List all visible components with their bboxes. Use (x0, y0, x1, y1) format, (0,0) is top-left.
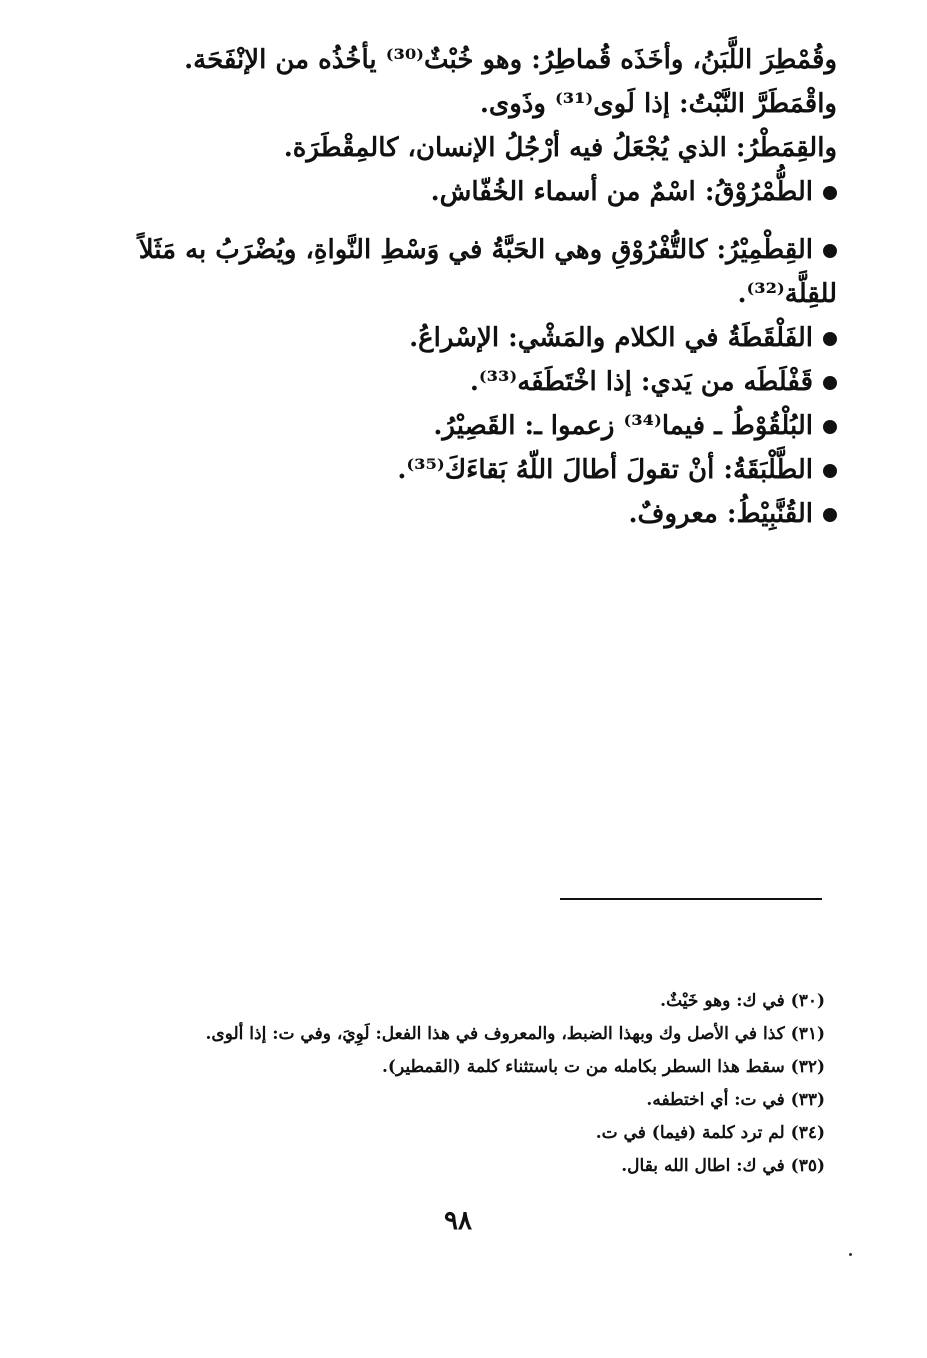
entry-text: الطُّمْرُوْقُ: اسْمٌ من أسماء الخُفّاش. (430, 177, 813, 207)
bullet-icon (823, 376, 837, 390)
entry-line (77, 360, 837, 404)
entry-text: القِطْمِيْرُ: كالتُّفْرُوْقِ وهي الحَبَّةُ في وَسْطِ النَّواةِ، ويُضْرَبُ به مَثَلاً للقِلَّة⁽³²⁾. (138, 235, 837, 309)
entry-line (77, 228, 837, 316)
text-line: واقْمَطَرَّ النَّبْتُ: إذا لَوى⁽³¹⁾ وذَوى. (479, 89, 837, 119)
footnote: (٣٥) في ك: اطال الله بقال. (621, 1156, 825, 1176)
bullet-icon (823, 464, 837, 478)
entry-line (77, 492, 837, 536)
entry-line (77, 404, 837, 448)
entry-text: قَفْلَطَه من يَدي: إذا اخْتَطَفَه⁽³³⁾. (469, 367, 813, 397)
entry-line (77, 170, 837, 214)
text-line: والقِمَطْرُ: الذي يُجْعَلُ فيه أرْجُلُ الإنسان، كالمِقْطَرَة. (283, 133, 837, 163)
footnotes (125, 985, 825, 1183)
bullet-icon (823, 508, 837, 522)
page-number: ٩٨ (444, 1206, 472, 1236)
text-line: وقُمْطِرَ اللَّبَنُ، وأخَذَه قُماطِرُ: وهو خُبْثٌ⁽³⁰⁾ يأخُذُه من الإنْفَحَة. (184, 45, 837, 75)
bullet-icon (823, 332, 837, 346)
entry-text: الفَلْقَطَةُ في الكلام والمَشْي: الإسْراعُ. (409, 323, 813, 353)
bullet-icon (823, 186, 837, 200)
footnote: (٣٤) لم ترد كلمة (فيما) في ت. (595, 1123, 825, 1143)
main-text (77, 38, 837, 536)
entry-text: البُلْقُوْطُ ـ فيما⁽³⁴⁾ زعموا ـ: القَصِيْرُ. (433, 411, 813, 441)
scan-speck (849, 1253, 852, 1256)
footnote: (٣٣) في ت: أي اختطفه. (646, 1090, 825, 1110)
bullet-icon (823, 420, 837, 434)
footnote: (٣٢) سقط هذا السطر بكامله من ت باستثناء كلمة (القمطير). (382, 1057, 825, 1077)
footnote-divider (560, 898, 822, 900)
entry-line (77, 316, 837, 360)
entry-text: الطَّلْبَقَةُ: أنْ تقولَ أطالَ اللّهُ بَقاءَكَ⁽³⁵⁾. (397, 455, 813, 485)
entry-line (77, 448, 837, 492)
footnote: (٣٠) في ك: وهو خَيْثٌ. (660, 991, 825, 1011)
entry-text: القُنَّبِيْطُ: معروفٌ. (628, 499, 813, 529)
bullet-icon (823, 244, 837, 258)
footnote: (٣١) كذا في الأصل وك وبهذا الضبط، والمعروف في هذا الفعل: لَوِيَ، وفي ت: إذا ألوى. (205, 1024, 825, 1044)
